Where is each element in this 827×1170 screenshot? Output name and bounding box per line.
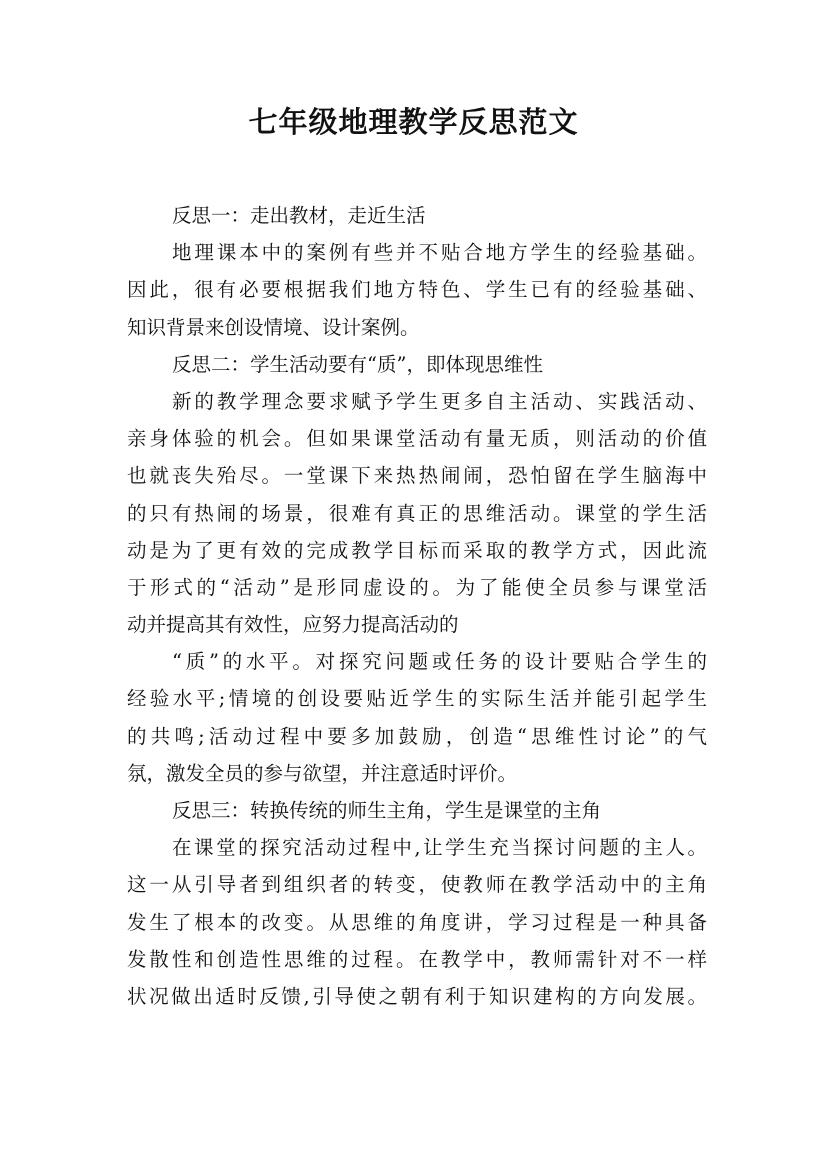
section-heading: 反思二：学生活动要有“质”，即体现思维性 [172, 352, 543, 376]
paragraph-line: 这一从引导者到组织者的转变，使教师在教学活动中的主角 [127, 873, 707, 897]
paragraph-line: 动是为了更有效的完成教学目标而采取的教学方式，因此流 [127, 538, 707, 562]
document-title: 七年级地理教学反思范文 [248, 105, 579, 139]
paragraph-line: 发生了根本的改变。从思维的角度讲，学习过程是一种具备 [127, 910, 707, 934]
paragraph-line: 在课堂的探究活动过程中,让学生充当探讨问题的主人。 [172, 836, 707, 860]
paragraph-line: 的只有热闹的场景，很难有真正的思维活动。课堂的学生活 [127, 501, 707, 525]
paragraph-line: 也就丧失殆尽。一堂课下来热热闹闹，恐怕留在学生脑海中 [127, 464, 707, 488]
paragraph-line: 亲身体验的机会。但如果课堂活动有量无质，则活动的价值 [127, 427, 707, 451]
paragraph-line: “质”的水平。对探究问题或任务的设计要贴合学生的 [172, 650, 707, 674]
paragraph-line: 知识背景来创设情境、设计案例。 [127, 315, 420, 339]
paragraph-line: 经验水平;情境的创设要贴近学生的实际生活并能引起学生 [127, 687, 707, 711]
paragraph-line: 的共鸣;活动过程中要多加鼓励，创造“思维性讨论”的气 [127, 724, 707, 748]
paragraph-line: 发散性和创造性思维的过程。在教学中，教师需针对不一样 [127, 947, 707, 971]
paragraph-line: 动并提高其有效性，应努力提高活动的 [127, 613, 459, 637]
paragraph-line: 于形式的“活动”是形同虚设的。为了能使全员参与课堂活 [127, 575, 707, 599]
paragraph-line: 状况做出适时反馈,引导使之朝有利于知识建构的方向发展。 [127, 984, 707, 1008]
paragraph-line: 地理课本中的案例有些并不贴合地方学生的经验基础。 [172, 241, 707, 265]
paragraph-line: 新的教学理念要求赋予学生更多自主活动、实践活动、 [172, 389, 707, 413]
paragraph-line: 因此，很有必要根据我们地方特色、学生已有的经验基础、 [127, 278, 707, 302]
section-heading: 反思三：转换传统的师生主角，学生是课堂的主角 [172, 799, 602, 822]
document-body [127, 197, 707, 1015]
paragraph-line: 氛，激发全员的参与欲望，并注意适时评价。 [127, 761, 518, 785]
section-heading: 反思一：走出教材，走近生活 [172, 204, 426, 227]
